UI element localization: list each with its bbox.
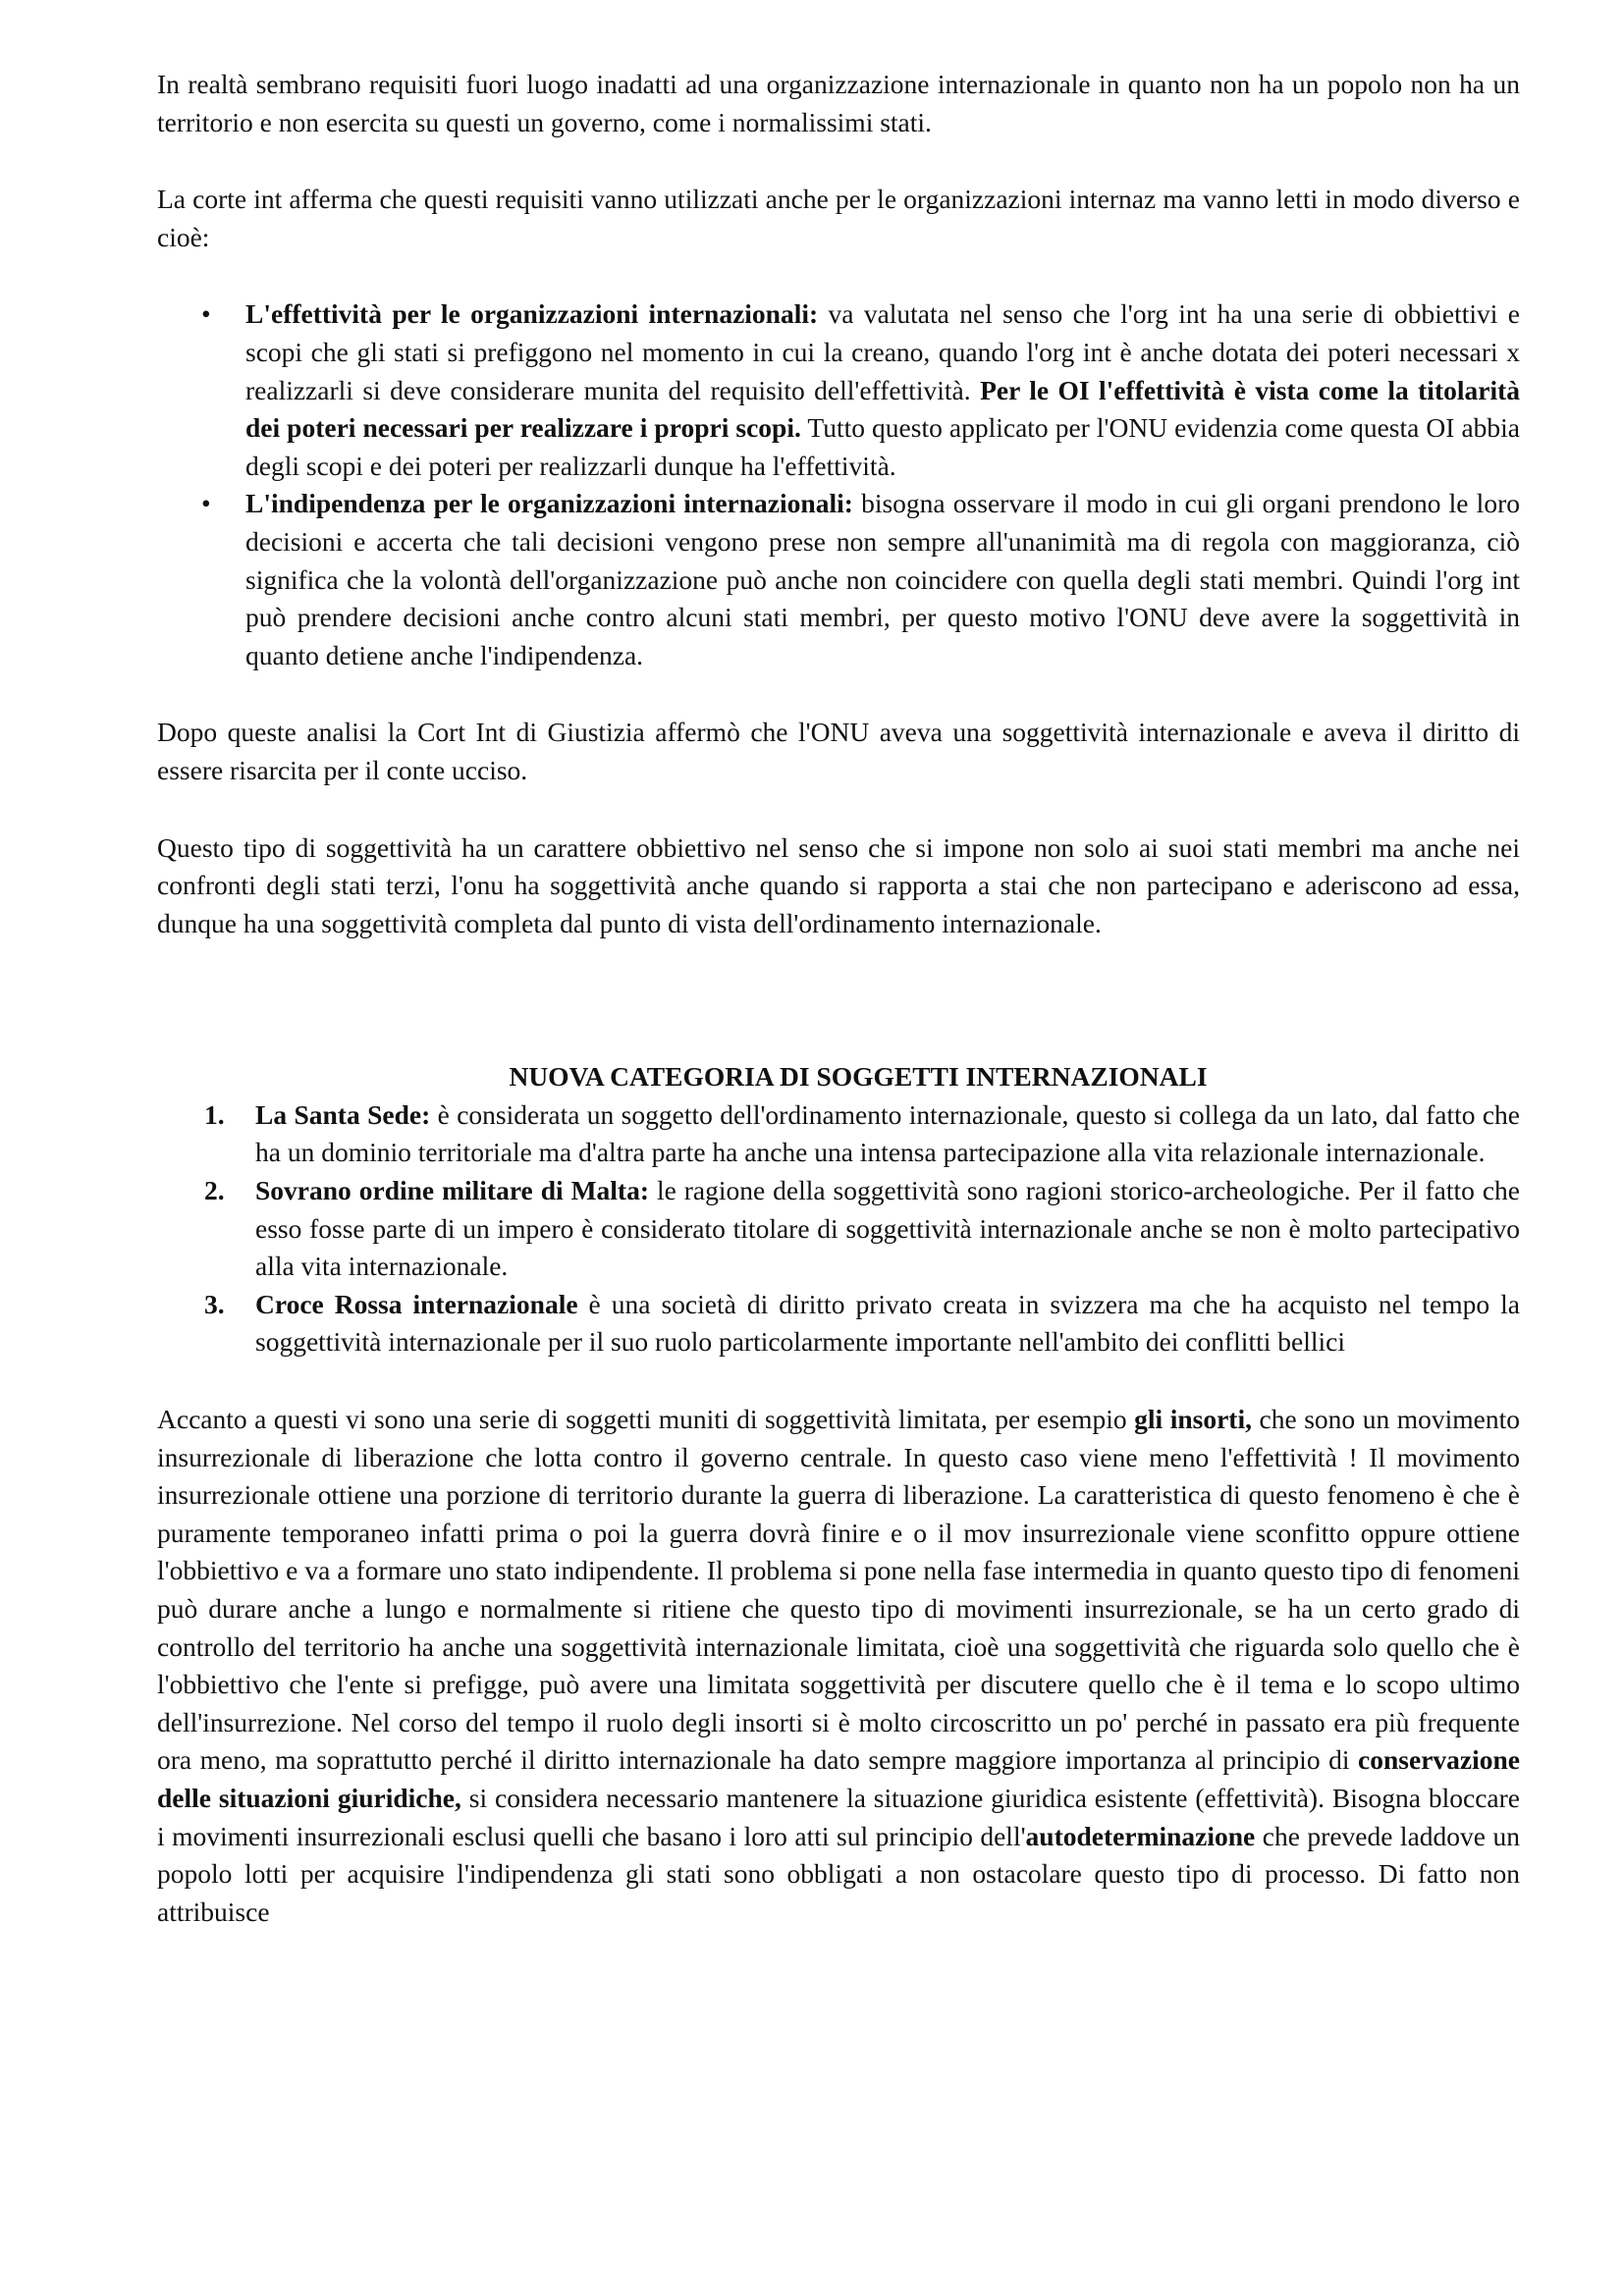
item-heading: L'indipendenza per le organizzazioni internazionali: [245, 488, 853, 519]
list-item-effettivita [157, 295, 1520, 485]
item-text: le ragione della soggettività sono ragioni storico-archeologiche. Per il fatto che esso fosse parte di un impero è considerato titolare di soggettività internazionale anche se non è molto partecipativo alla vita internazionale. [255, 1175, 1520, 1282]
requirements-list [157, 295, 1520, 674]
section-title: NUOVA CATEGORIA DI SOGGETTI INTERNAZIONALI [509, 1061, 1208, 1093]
spacer [157, 141, 1520, 181]
paragraph-court: La corte int afferma che questi requisiti vanno utilizzati anche per le organizzazioni internaz ma vanno letti in modo diverso e cioè: [157, 184, 1520, 252]
text-run: Accanto a questi vi sono una serie di soggetti muniti di soggettività limitata, per esempio [157, 1404, 1135, 1435]
item-number: 2. [204, 1175, 225, 1206]
spacer [157, 942, 1520, 1058]
bold-run: gli insorti, [1134, 1404, 1252, 1435]
item-heading: Sovrano ordine militare di Malta: [255, 1175, 649, 1206]
page-content [157, 66, 1520, 1931]
text-run: si considera necessario mantenere la situazione giuridica esistente (effettività). Bisogna bloccare i movimenti insurrezionali esclusi quelli che basano i loro atti sul principio dell' [157, 1782, 1521, 1851]
item-number: 3. [204, 1288, 225, 1319]
spacer [157, 256, 1520, 295]
paragraph-intro: In realtà sembrano requisiti fuori luogo inadatti ad una organizzazione internazionale in quanto non ha un popolo non ha un territorio e non esercita su questi un governo, come i normalissimi stati. [157, 69, 1520, 137]
item-text: è una società di diritto privato creata in svizzera ma che ha acquisto nel tempo la soggettività internazionale per il suo ruolo particolarmente importante nell'ambito dei conflitti bellici [255, 1288, 1521, 1358]
list-item-croce-rossa [157, 1286, 1520, 1362]
text-run: che sono un movimento insurrezionale di liberazione che lotta contro il governo centrale. In questo caso viene meno l'effettività ! Il movimento insurrezionale ottiene una porzione di territorio durante la guerra di liberazione. La caratteristica di questo fenomeno è che è puramente temporaneo infatti prima o poi la guerra dovrà finire e o il mov insurrezionale viene sconfitto oppure ottiene l'obbiettivo e va a formare uno stato indipendente. Il problema si pone nella fase intermedia in quanto questo tipo di fenomeni può durare anche a lungo e normalmente si ritiene che questo tipo di movimenti insurrezionale, se ha un certo grado di controllo del territorio ha anche una soggettività internazionale limitata, cioè una soggettività che riguarda solo quello che è l'obbiettivo che l'ente si prefigge, può avere una limitata soggettività per discutere quello che è il tema e lo scopo ultimo dell'insurrezione. Nel corso del tempo il ruolo degli insorti si è molto circoscritto un po' perché in passato era più frequente ora meno, ma soprattutto perché il diritto internazionale ha dato sempre maggiore importanza al principio di [157, 1404, 1520, 1776]
list-item-indipendenza [157, 485, 1520, 674]
bold-run: conservazione delle situazioni giuridiche, [157, 1744, 1520, 1813]
paragraph-onu: Dopo queste analisi la Cort Int di Giustizia affermò che l'ONU aveva una soggettività internazionale e aveva il diritto di essere risarcita per il conte ucciso. [157, 717, 1520, 785]
spacer [157, 674, 1520, 714]
bold-run: autodeterminazione [1025, 1820, 1256, 1851]
bullet-icon: • [201, 488, 211, 519]
item-text: Tutto questo applicato per l'ONU evidenzia come questa OI abbia degli scopi e dei poteri per realizzarli dunque ha l'effettività. [245, 412, 1520, 481]
item-text: va valutata nel senso che l'org int ha una serie di obbiettivi e scopi che gli stati si prefiggono nel momento in cui la creano, quando l'org int è anche dotata dei poteri necessari x realizzarli si deve considerare munita del requisito dell'effettività. [245, 298, 1520, 405]
item-text: è considerata un soggetto dell'ordinamento internazionale, questo si collega da un lato, dal fatto che ha un dominio territoriale ma d'altra parte ha anche una intensa partecipazione alla vita relazionale internazionale. [255, 1098, 1521, 1168]
item-text: bisogna osservare il modo in cui gli organi prendono le loro decisioni e accerta che tali decisioni vengono prese non sempre all'unanimità ma di regola con maggioranza, ciò significa che la volontà dell'organizzazione può anche non coincidere con quella degli stati membri. Quindi l'org int può prendere decisioni anche contro alcuni stati membri, per questo motivo l'ONU deve avere la soggettività in quanto detiene anche l'indipendenza. [245, 488, 1520, 670]
subjects-list [157, 1096, 1520, 1362]
list-item-malta [157, 1172, 1520, 1286]
list-item-santa-sede [157, 1096, 1520, 1172]
text-run: che prevede laddove un popolo lotti per acquisire l'indipendenza gli stati sono obbligati a non ostacolare questo tipo di processo. Di fatto non attribuisce [157, 1820, 1520, 1927]
item-emphasis: Per le OI l'effettività è vista come la titolarità dei poteri necessari per realizzare i propri scopi. [245, 374, 1520, 444]
paragraph-insorti [157, 1401, 1520, 1931]
item-number: 1. [204, 1098, 225, 1130]
bullet-icon: • [201, 298, 211, 330]
item-heading: La Santa Sede: [255, 1098, 431, 1130]
spacer [157, 1362, 1520, 1401]
spacer [157, 790, 1520, 829]
item-heading: L'effettività per le organizzazioni internazionali: [245, 298, 819, 330]
paragraph-soggettivita: Questo tipo di soggettività ha un carattere obbiettivo nel senso che si impone non solo ai suoi stati membri ma anche nei confronti degli stati terzi, l'onu ha soggettività anche quando si rapporta a stai che non partecipano e aderiscono ad essa, dunque ha una soggettività completa dal punto di vista dell'ordinamento internazionale. [157, 831, 1520, 938]
item-heading: Croce Rossa internazionale [255, 1288, 578, 1319]
